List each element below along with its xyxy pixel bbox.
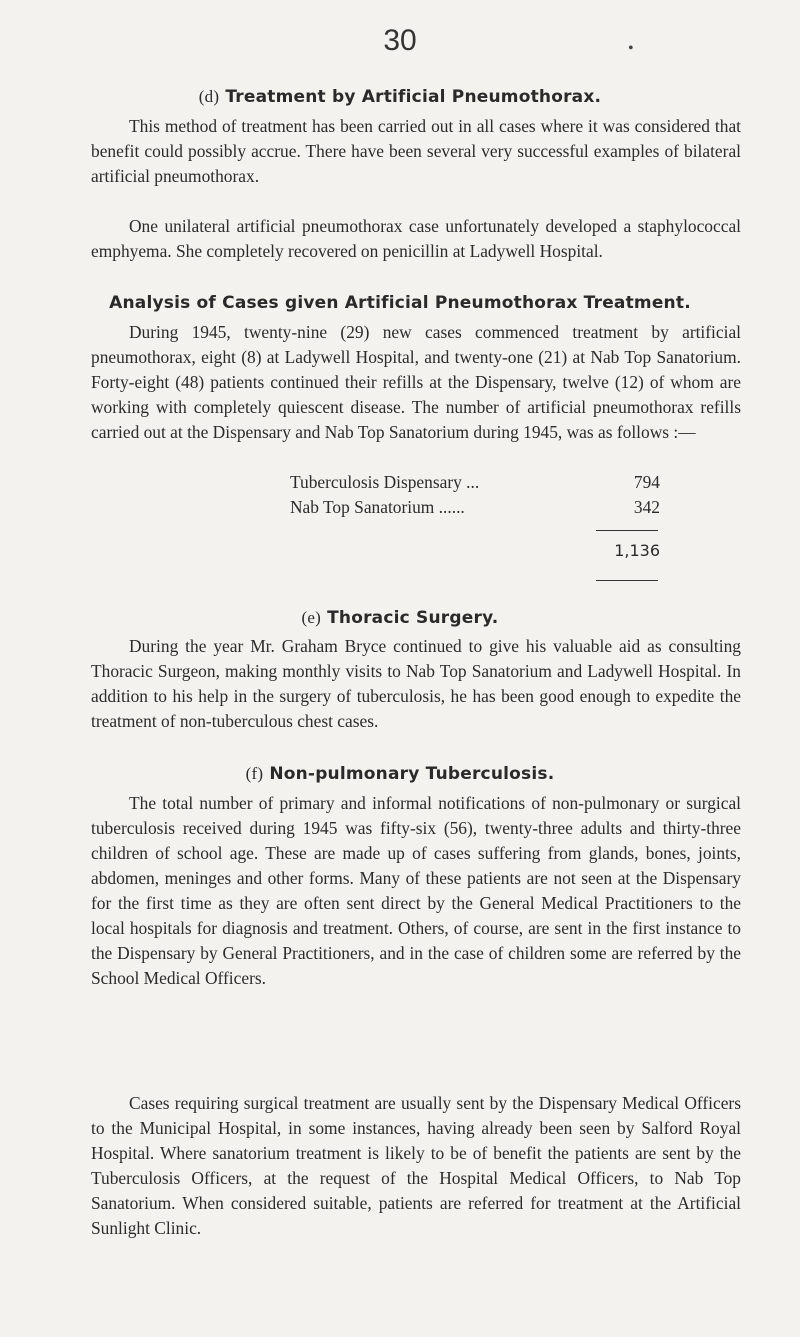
analysis-heading: Analysis of Cases given Artificial Pneumothorax Treatment.: [109, 293, 691, 313]
section-e-title: Thoracic Surgery.: [327, 608, 499, 628]
section-f-heading: [0, 764, 800, 784]
section-d-marker: (d): [198, 87, 220, 106]
row-value: 794: [633, 472, 660, 492]
page-mark: •: [628, 40, 634, 57]
section-f-paragraph-2-text: Cases requiring surgical treatment are usually sent by the Dispensary Medical Officers to the Municipal Hospital, in some instances, having already been seen by Salford Royal Hospital. Where sanatorium treatment is likely to be of benefit the patients are sent by the Tuberculosis Officers, at the request of the Hospital Medical Officers, to Nab Top Sanatorium. When considered suitable, patients are referred for treatment at the Artificial Sunlight Clinic.: [91, 1093, 741, 1238]
section-d-heading: [0, 87, 800, 107]
section-e-marker: (e): [301, 608, 321, 627]
page-number: 30: [383, 24, 417, 57]
analysis-paragraph: [91, 320, 741, 445]
row-label: Tuberculosis Dispensary ...: [290, 472, 480, 492]
section-d-paragraph-1: [91, 114, 741, 189]
section-f-paragraph-1-text: The total number of primary and informal notifications of non-pulmonary or surgical tuberculosis received during 1945 was fifty-six (56), twenty-three adults and thirty-three children of school age. These are made up of cases suffering from glands, bones, joints, abdomen, meninges and other forms. Many of these patients are not seen at the Dispensary for the first time as they are often sent direct by the General Medical Practitioners to the local hospitals for diagnosis and treatment. Others, of course, are sent in the first instance to the Dispensary by General Practitioners, and in the case of children some are referred by the School Medical Officers.: [91, 793, 741, 988]
total-rule-bottom: [596, 580, 658, 581]
section-e-paragraph: [91, 634, 741, 734]
section-d-paragraph-2-text: One unilateral artificial pneumothorax case unfortunately developed a staphylococcal emphyema. She completely recovered on penicillin at Ladywell Hospital.: [91, 216, 741, 261]
analysis-paragraph-text: During 1945, twenty-nine (29) new cases commenced treatment by artificial pneumothorax, eight (8) at Ladywell Hospital, and twenty-one (21) at Nab Top Sanatorium. Forty-eight (48) patients continued their refills at the Dispensary, twelve (12) of whom are working with completely quiescent disease. The number of artificial pneumothorax refills carried out at the Dispensary and Nab Top Sanatorium during 1945, was as follows :—: [91, 322, 741, 442]
section-d-paragraph-1-text: This method of treatment has been carried out in all cases where it was considered that benefit could possibly accrue. There have been several very successful examples of bilateral artificial pneumothorax.: [91, 116, 741, 186]
row-value: 342: [633, 497, 660, 517]
section-e-paragraph-text: During the year Mr. Graham Bryce continued to give his valuable aid as consulting Thoracic Surgeon, making monthly visits to Nab Top Sanatorium and Ladywell Hospital. In addition to his help in the surgery of tuberculosis, he has been good enough to expedite the treatment of non-tuberculous chest cases.: [91, 636, 741, 731]
section-f-paragraph-2: [91, 1091, 741, 1241]
total-rule-top: [596, 530, 658, 531]
section-d-title: Treatment by Artificial Pneumothorax.: [225, 87, 602, 107]
section-f-title: Non-pulmonary Tuberculosis.: [269, 764, 555, 784]
table-total: 1,136: [614, 541, 660, 560]
section-d-paragraph-2: [91, 214, 741, 264]
section-f-paragraph-1: [91, 791, 741, 991]
section-f-marker: (f): [245, 764, 264, 783]
section-e-heading: [0, 608, 800, 628]
row-label: Nab Top Sanatorium ......: [290, 497, 465, 517]
